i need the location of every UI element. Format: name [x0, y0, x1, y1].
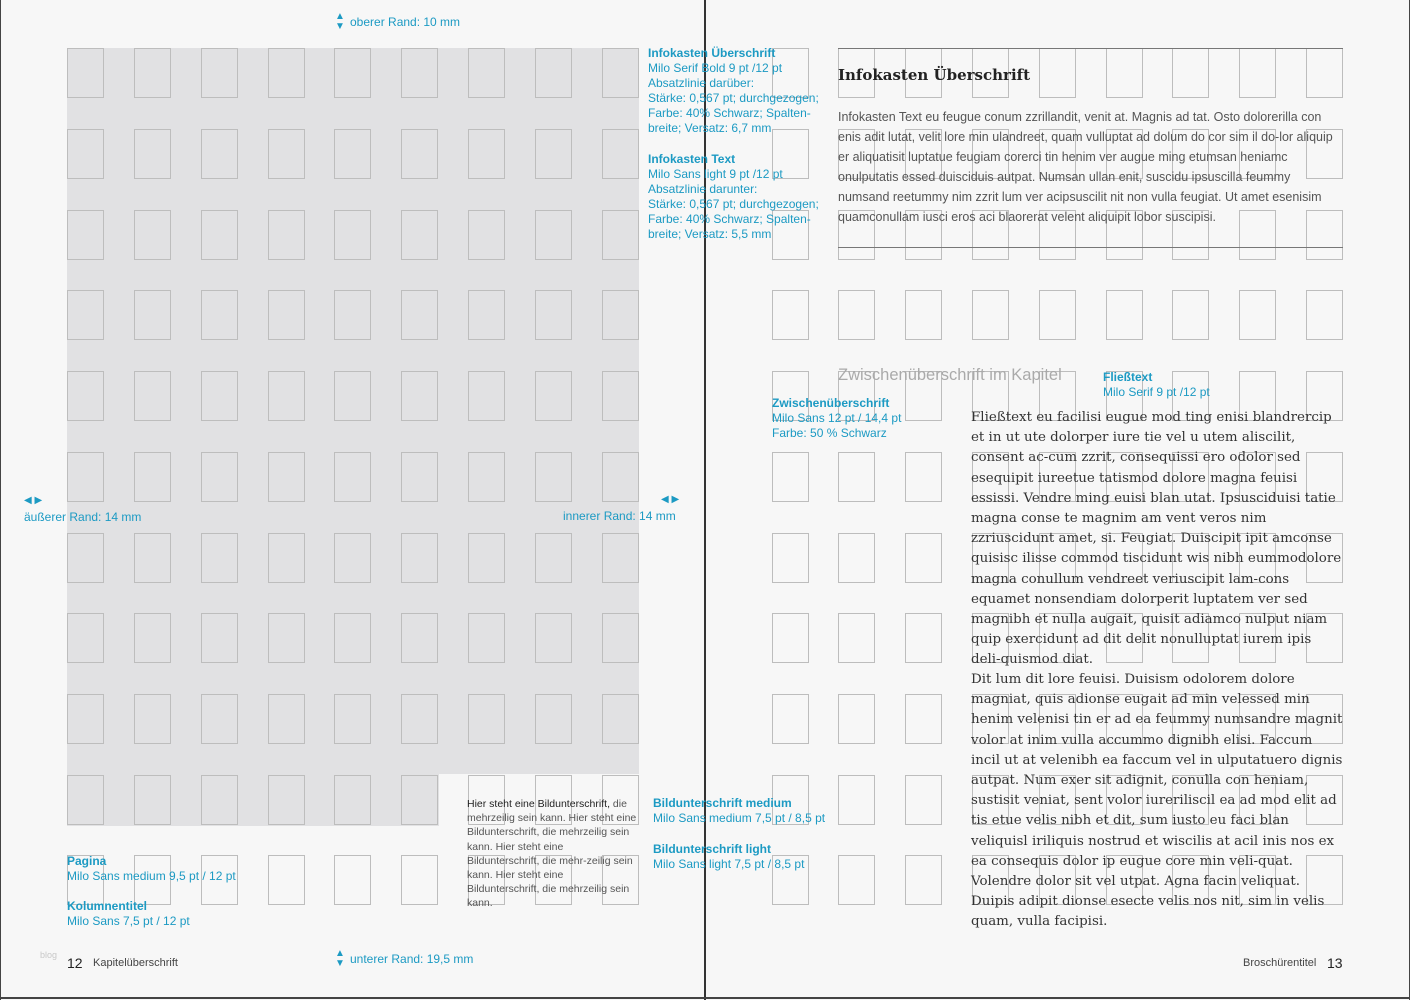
spec-line: Stärke: 0,567 pt; durchgezogen; [648, 197, 819, 211]
grid-cell [334, 775, 371, 825]
spec-fliesstext [1103, 370, 1210, 400]
bottom-margin-label: unterer Rand: 19,5 mm [350, 952, 474, 966]
left-running-title: Kapitelüberschrift [93, 957, 178, 969]
grid-cell [838, 855, 875, 905]
grid-cell [905, 290, 942, 340]
grid-cell [468, 129, 505, 179]
spec-title: Infokasten Text [648, 152, 736, 166]
grid-cell [905, 613, 942, 663]
grid-cell [401, 129, 438, 179]
grid-cell [268, 775, 305, 825]
spec-pagina [67, 854, 236, 884]
grid-cell [1306, 290, 1343, 340]
grid-cell [334, 613, 371, 663]
image-caption [467, 797, 637, 911]
grid-cell [772, 613, 809, 663]
grid-cell [838, 613, 875, 663]
grid-cell [134, 129, 171, 179]
inner-margin-label: innerer Rand: 14 mm [563, 509, 676, 523]
grid-cell [905, 533, 942, 583]
grid-cell [268, 855, 305, 905]
grid-cell [201, 290, 238, 340]
outer-margin-label: äußerer Rand: 14 mm [24, 510, 142, 524]
inner-margin-arrow-icon: ◀ ▶ [661, 494, 680, 505]
grid-cell [134, 48, 171, 98]
grid-cell [905, 855, 942, 905]
spec-line: breite; Versatz: 6,7 mm [648, 121, 772, 135]
grid-cell [535, 452, 572, 502]
grid-cell [838, 290, 875, 340]
spec-title: Bildunterschrift medium [653, 796, 792, 810]
grid-cell [602, 533, 639, 583]
grid-cell [201, 129, 238, 179]
grid-cell [134, 775, 171, 825]
grid-cell [468, 694, 505, 744]
spec-infokasten-ueberschrift [648, 46, 819, 136]
spec-line: Milo Sans light 7,5 pt / 8,5 pt [653, 857, 805, 871]
grid-cell [401, 290, 438, 340]
spec-line: Milo Serif 9 pt /12 pt [1103, 385, 1210, 399]
spec-line: Farbe: 40% Schwarz; Spalten- [648, 212, 811, 226]
grid-cell [535, 48, 572, 98]
grid-cell [67, 694, 104, 744]
grid-cell [602, 452, 639, 502]
grid-cell [334, 694, 371, 744]
grid-cell [201, 48, 238, 98]
grid-cell [401, 48, 438, 98]
grid-cell [772, 290, 809, 340]
grid-cell [67, 533, 104, 583]
grid-cell [268, 48, 305, 98]
spec-zwischenueberschrift [772, 396, 901, 441]
grid-cell [535, 210, 572, 260]
grid-cell [334, 371, 371, 421]
grid-cell [535, 371, 572, 421]
grid-cell [602, 694, 639, 744]
grid-cell [268, 290, 305, 340]
spec-title: Zwischenüberschrift [772, 396, 890, 410]
grid-cell [67, 775, 104, 825]
grid-cell [535, 533, 572, 583]
spec-title: Bildunterschrift light [653, 842, 771, 856]
grid-cell [268, 210, 305, 260]
spec-kolumnentitel [67, 899, 190, 929]
grid-cell [602, 371, 639, 421]
grid-cell [268, 694, 305, 744]
grid-cell [468, 371, 505, 421]
grid-cell [134, 694, 171, 744]
grid-cell [602, 210, 639, 260]
grid-cell [772, 533, 809, 583]
grid-cell [67, 613, 104, 663]
spec-line: Absatzlinie darunter: [648, 182, 758, 196]
spec-bildunterschrift-medium [653, 796, 825, 826]
grid-cell [334, 129, 371, 179]
grid-cell [602, 290, 639, 340]
grid-cell [468, 48, 505, 98]
grid-cell [134, 533, 171, 583]
grid-cell [401, 533, 438, 583]
grid-cell [268, 129, 305, 179]
grid-cell [134, 290, 171, 340]
top-margin-label: oberer Rand: 10 mm [350, 15, 461, 29]
grid-cell [401, 452, 438, 502]
grid-cell [201, 613, 238, 663]
grid-cell [972, 290, 1009, 340]
grid-cell [401, 775, 438, 825]
grid-cell [134, 210, 171, 260]
grid-cell [401, 613, 438, 663]
grid-cell [67, 210, 104, 260]
grid-cell [535, 290, 572, 340]
grid-cell [334, 533, 371, 583]
grid-cell [401, 855, 438, 905]
spec-line: Milo Sans medium 7,5 pt / 8,5 pt [653, 811, 826, 825]
right-running-title: Broschürentitel [1243, 957, 1317, 969]
right-page-number: 13 [1327, 955, 1343, 971]
outer-margin-arrow-icon: ◀ ▶ [24, 495, 43, 506]
grid-cell [334, 210, 371, 260]
spec-line: Milo Sans 12 pt / 14,4 pt [772, 411, 902, 425]
grid-cell [535, 613, 572, 663]
grid-cell [602, 48, 639, 98]
grid-cell [905, 452, 942, 502]
top-margin-arrow-icon: ▲ ▼ [335, 11, 345, 32]
spec-line: Milo Sans 7,5 pt / 12 pt [67, 914, 190, 928]
grid-cell [67, 371, 104, 421]
spec-line: Absatzlinie darüber: [648, 76, 755, 90]
grid-cell [334, 855, 371, 905]
caption-rest: die mehrzeilig sein kann. Hier steht eine Bildunterschrift, die mehrzeilig sein kann. Hier steht eine Bildunterschrift, die mehr-zeilig sein kann. Hier steht eine Bildunterschrift, die mehrzeilig sein kann. [467, 798, 637, 910]
grid-cell [838, 533, 875, 583]
spec-line: Milo Sans light 9 pt /12 pt [648, 167, 783, 181]
grid-cell [468, 210, 505, 260]
grid-cell [334, 48, 371, 98]
spec-title: Kolumnentitel [67, 899, 147, 913]
grid-cell [905, 694, 942, 744]
bottom-margin-arrow-icon: ▲ ▼ [335, 948, 345, 969]
grid-cell [602, 129, 639, 179]
spec-line: Milo Serif Bold 9 pt /12 pt [648, 61, 783, 75]
grid-cell [1172, 290, 1209, 340]
section-subheading: Zwischenüberschrift im Kapitel [838, 366, 1062, 384]
grid-cell [1039, 290, 1076, 340]
grid-cell [905, 775, 942, 825]
grid-cell [401, 371, 438, 421]
left-page-number: 12 [67, 955, 83, 971]
grid-cell [334, 452, 371, 502]
grid-cell [838, 694, 875, 744]
grid-cell [201, 452, 238, 502]
grid-cell [67, 452, 104, 502]
spec-line: Milo Sans medium 9,5 pt / 12 pt [67, 869, 236, 883]
grid-cell [1239, 290, 1276, 340]
spec-line: Farbe: 50 % Schwarz [772, 426, 887, 440]
caption-first-line: Hier steht eine Bildunterschrift, [467, 798, 610, 810]
grid-cell [468, 533, 505, 583]
grid-cell [468, 290, 505, 340]
body-paragraph-2: Dit lum dit lore feuisi. Duisism odolorem dolore magniat, quis adionse eugait ad min velessed min henim velenisi tin er ad ea feummy numsandre magnit volor at inim vulla accummo dignibh elisi. Faccum incil ut at velenibh ea faccum vel in ulputatuero dignis autpat. Num exer sit adignit, conulla con heniam, sustisit veniat, sent volor iureriliscil ea ad mod elit ad tis etue velis nibh et dit, sum iusto eu faci blan veliquisl iriliquis nostrud et wiscilis at acil inis nos ex ea consequis dolor ip eugue core min veli-quat. Volendre dolor sit vel utpat. Agna facin veliquat. Duipis adipit dionse esecte velis nos nit, sim in velis quam, vulla facipisi. [971, 672, 1343, 930]
spec-title: Fließtext [1103, 370, 1153, 384]
grid-cell [201, 775, 238, 825]
grid-cell [201, 533, 238, 583]
watermark: blog [40, 950, 58, 960]
grid-cell [201, 694, 238, 744]
spec-bildunterschrift-light [653, 842, 804, 872]
spec-line: Farbe: 40% Schwarz; Spalten- [648, 106, 811, 120]
grid-cell [772, 694, 809, 744]
grid-cell [134, 613, 171, 663]
spec-title: Pagina [67, 854, 107, 868]
grid-cell [201, 371, 238, 421]
info-box-title: Infokasten Überschrift [838, 66, 1031, 84]
grid-cell [67, 48, 104, 98]
grid-cell [401, 694, 438, 744]
grid-cell [838, 775, 875, 825]
grid-cell [401, 210, 438, 260]
grid-cell [134, 371, 171, 421]
grid-cell [134, 452, 171, 502]
grid-cell [1106, 290, 1143, 340]
page-bottom-line [0, 997, 1410, 999]
grid-cell [535, 129, 572, 179]
spec-infokasten-text [648, 152, 819, 242]
grid-cell [838, 452, 875, 502]
grid-cell [268, 371, 305, 421]
grid-cell [67, 129, 104, 179]
grid-cell [468, 613, 505, 663]
spec-line: Stärke: 0,567 pt; durchgezogen; [648, 91, 819, 105]
info-box-text: Infokasten Text eu feugue conum zzrillandit, venit at. Magnis ad tat. Osto dolorerilla con enis adit lutat, velit lore min ulandreet, quam vulluptat ad dolum do cor sim il do-lor aliquip er aliquatisit luptatue feugiam corerci tin henim ver augue ming etumsan heniamc onulputatis essed duisciduis autpat. Numsan ullan enit, suscidu ipsuscilla feummy numsand reetummy nim zzrit lum ver acipsuscilit nit non vulla feugiat. Ut amet esenisim quamconullam iusci eros aci blaorerat velent aliquipit lobor suscipisi. [838, 110, 1333, 224]
grid-cell [468, 452, 505, 502]
grid-cell [268, 613, 305, 663]
grid-cell [334, 290, 371, 340]
grid-cell [772, 452, 809, 502]
grid-cell [602, 613, 639, 663]
grid-cell [268, 533, 305, 583]
spec-line: breite; Versatz: 5,5 mm [648, 227, 772, 241]
grid-cell [67, 290, 104, 340]
grid-cell [201, 210, 238, 260]
grid-cell [268, 452, 305, 502]
grid-cell [535, 694, 572, 744]
spec-title: Infokasten Überschrift [648, 46, 776, 60]
body-paragraph-1: Fließtext eu facilisi eugue mod ting enisi blandrercip et in ut ute dolorper iure tie vel u utem aliscilit, consent ac-cum zzrit, consequissi ero odolor sed esequipit iureetue tatismod dolore magna feuisi essissi. Vendre ming euisi blan utat. Ipsusciduisi tatie magna conse te magnim am vent veros nim zzriuscidunt amet, si. Feugiat. Duiscipit ipit amconse quisisc ilisse commod tiscidunt wis nibh eummodolore magna conullum vendreet veriuscipit lam-cons equamet nonsendiam dolorperit luptatem ver sed magnibh et nulla augait, quisit adiamco nulput niam quip exercidunt ad dit delit nonulluptat iurem ipis deli-quismod diat. [971, 410, 1342, 668]
